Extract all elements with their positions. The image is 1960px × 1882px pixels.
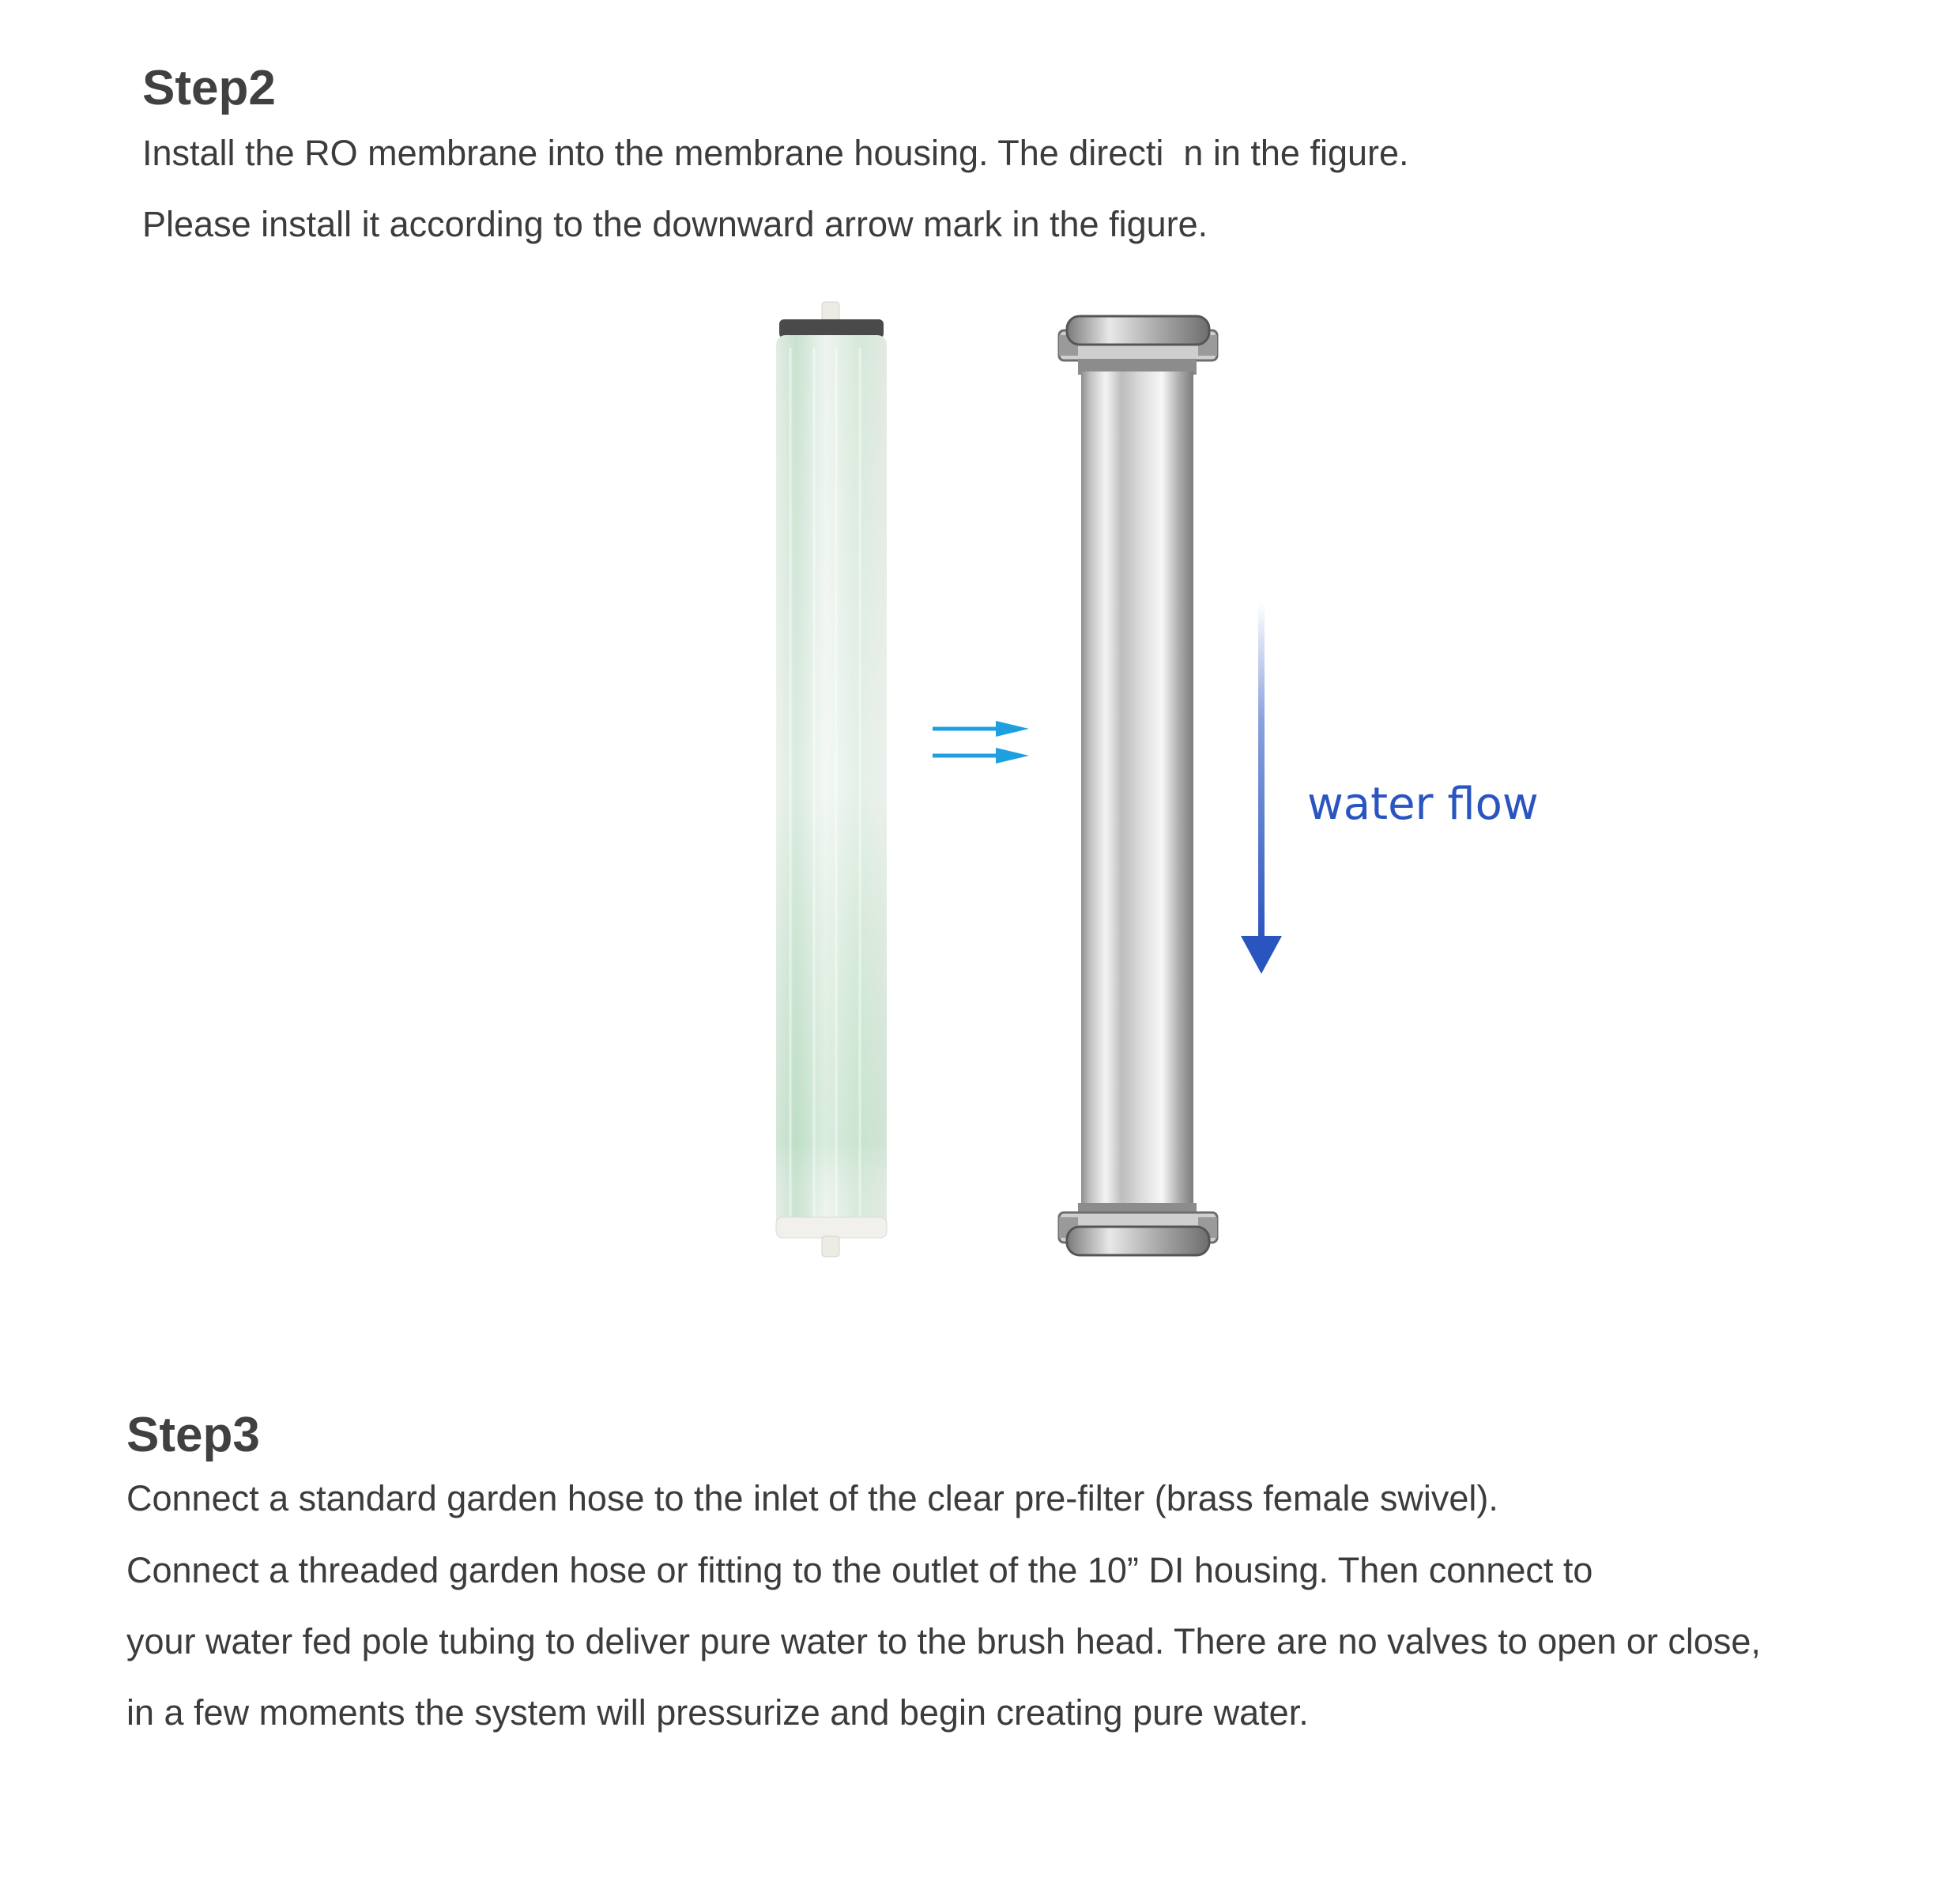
step2-title: Step2 [142,61,276,115]
step3-instruction-line: in a few moments the system will pressurize and begin creating pure water. [126,1692,1309,1733]
arrow-down-icon [1241,602,1282,974]
step2-instruction-line: Install the RO membrane into the membrane housing. The directi n in the figure. [142,133,1409,173]
step3-instruction-line: Connect a standard garden hose to the inlet of the clear pre-filter (brass female swivel). [126,1478,1498,1518]
double-arrow-right-icon [933,721,1029,764]
step3-title: Step3 [126,1408,260,1462]
ro-membrane-image [776,302,887,1257]
step3-instruction-line: Connect a threaded garden hose or fitting to the outlet of the 10” DI housing. Then connect to [126,1550,1593,1590]
step2-instruction-line: Please install it according to the downward arrow mark in the figure. [142,204,1208,244]
membrane-housing-image [1059,316,1217,1255]
step3-instruction-line: your water fed pole tubing to deliver pure water to the brush head. There are no valves to open or close, [126,1621,1761,1661]
water-flow-label: water flow [1307,779,1539,830]
